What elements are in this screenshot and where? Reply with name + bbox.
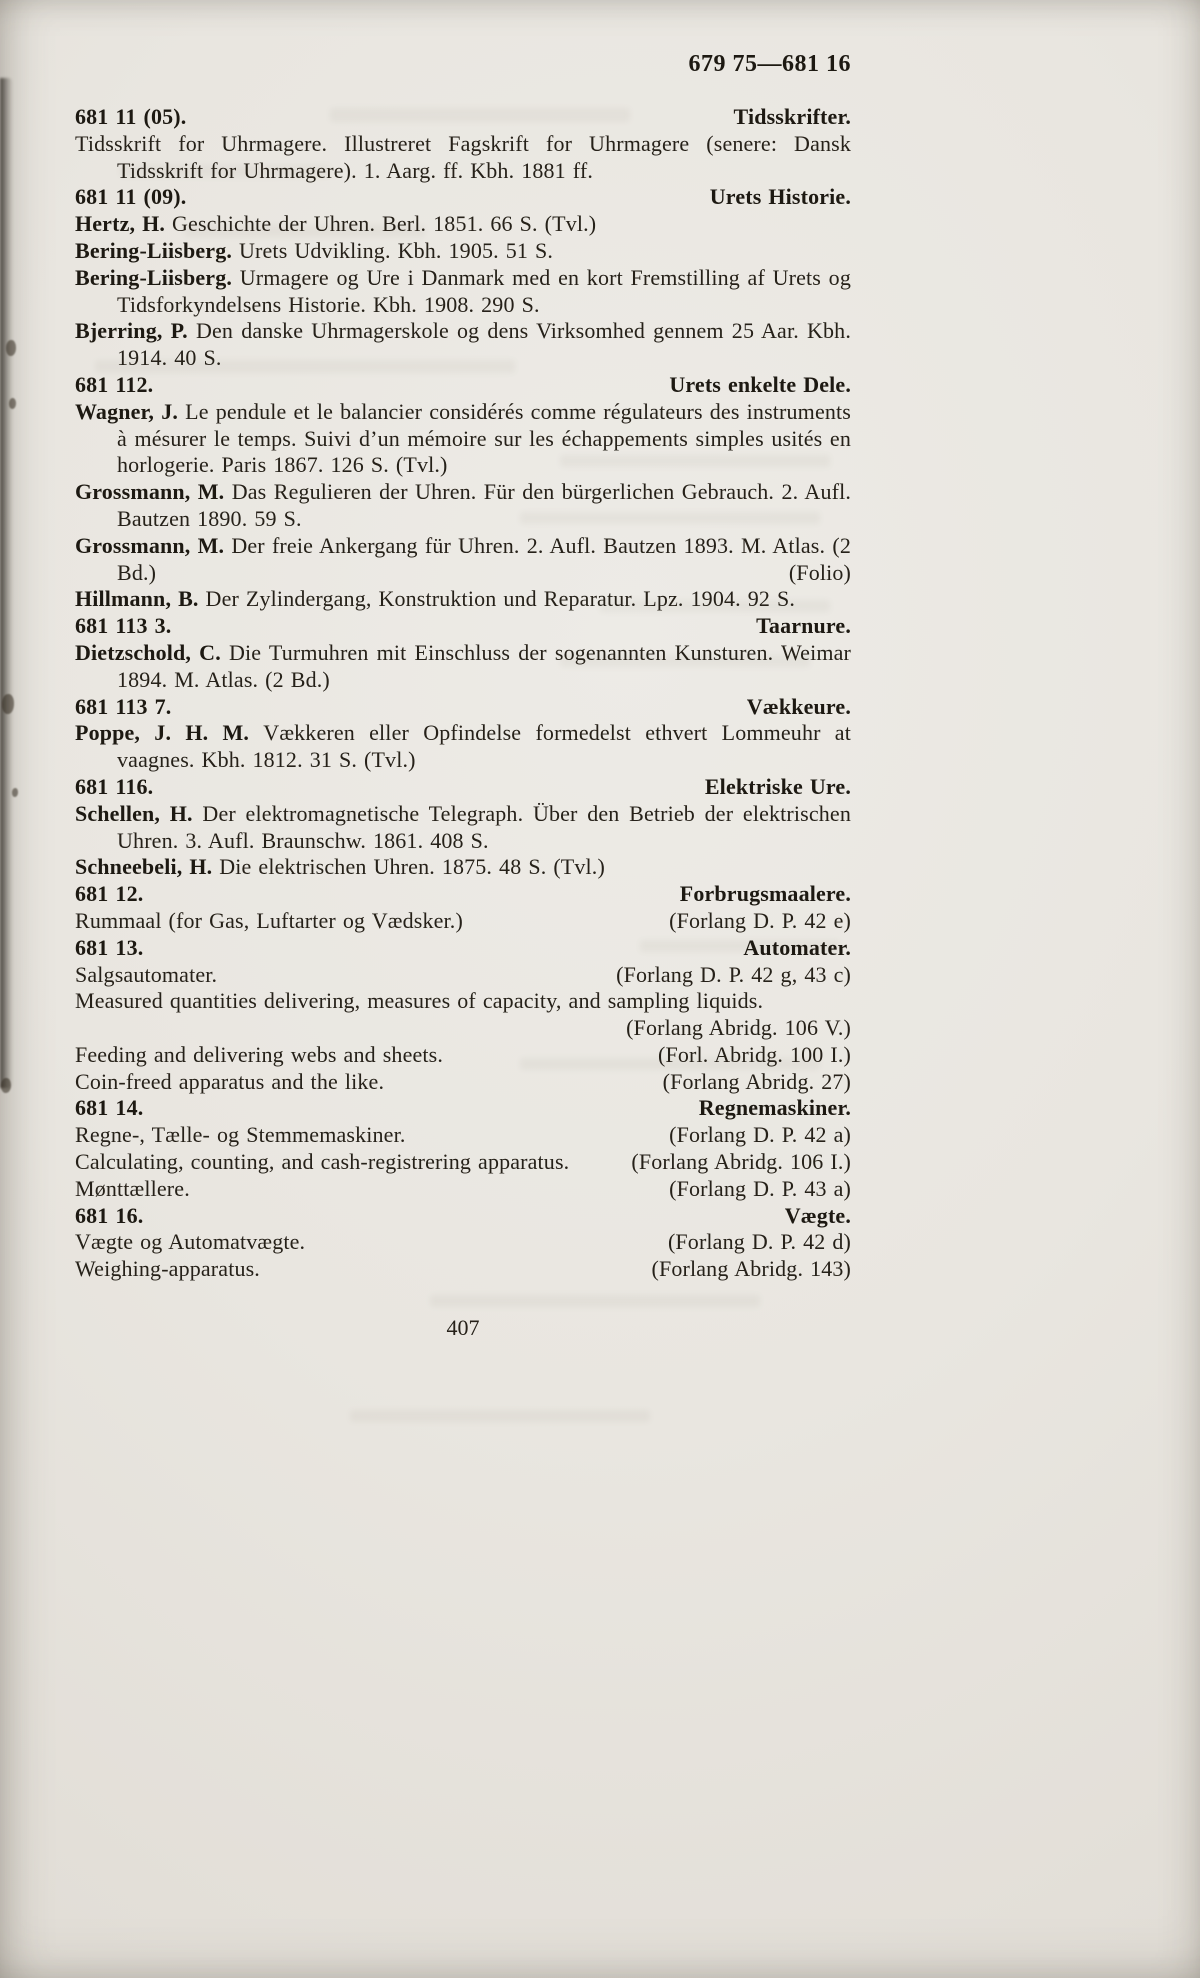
entry-author: Bjerring, P. [75, 318, 188, 344]
catalog-section [75, 372, 851, 613]
section-title: Forbrugsmaalere. [679, 881, 851, 907]
section-title: Urets enkelte Dele. [669, 371, 851, 397]
section-title: Elektriske Ure. [704, 773, 851, 799]
section-heading [75, 1095, 851, 1122]
entry-text: Geschichte der Uhren. Berl. 1851. 66 S. (Tvl.) [172, 211, 597, 237]
catalog-section [75, 694, 851, 774]
entry-ref: (Forl. Abridg. 100 I.) [657, 1041, 851, 1067]
entry-text: Den danske Uhrmagerskole og dens Virksomhed gennem 25 Aar. Kbh. 1914. 40 S. [117, 318, 851, 371]
section-entries [75, 1122, 851, 1202]
catalog-section [75, 1095, 851, 1202]
scan-speck [12, 788, 18, 797]
section-entries [75, 211, 851, 372]
section-entries [75, 801, 851, 881]
catalog-section [75, 881, 851, 935]
entry-text: Die Turmuhren mit Einschluss der sogenannten Kunsturen. Weimar 1894. M. Atlas. (2 Bd.) [117, 639, 851, 692]
section-entries [75, 962, 851, 1096]
entry-text: Das Regulieren der Uhren. Für den bürgerlichen Gebrauch. 2. Aufl. Bautzen 1890. 59 S. [117, 479, 851, 531]
entry [75, 533, 851, 587]
entry-text: Feeding and delivering webs and sheets. [75, 1041, 444, 1067]
catalog-section [75, 104, 851, 184]
section-heading [75, 613, 851, 640]
entry-author: Grossmann, M. [75, 479, 225, 505]
section-number: 681 13. [75, 934, 144, 960]
entry-author: Hertz, H. [75, 211, 166, 237]
entry [75, 479, 851, 533]
section-list [75, 104, 851, 1283]
entry-text: Mønttællere. [75, 1175, 190, 1201]
entry-text: Rummaal (for Gas, Luftarter og Vædsker.) [75, 907, 463, 933]
entry-author: Bering-Liisberg. [75, 237, 233, 263]
entry-author: Schneebeli, H. [75, 854, 213, 880]
section-number: 681 16. [75, 1202, 144, 1228]
entry [75, 238, 851, 265]
entry-ref: (Forlang Abridg. 106 I.) [631, 1149, 851, 1175]
entry [75, 265, 851, 319]
entry [75, 854, 851, 881]
section-title: Vægte. [784, 1202, 851, 1228]
entry-text: Coin-freed apparatus and the like. [75, 1068, 385, 1094]
section-entries [75, 720, 851, 774]
entry-author: Dietzschold, C. [75, 639, 221, 665]
entry-author: Poppe, J. H. M. [75, 720, 250, 746]
scan-speck [9, 398, 16, 409]
entry-ref: (Forlang D. P. 42 g, 43 c) [616, 961, 851, 987]
running-head [75, 50, 851, 78]
entry-ref: (Forlang Abridg. 143) [651, 1256, 851, 1282]
entry [75, 908, 851, 935]
entry-text: Der Zylindergang, Konstruktion und Reparatur. Lpz. 1904. 92 S. [205, 586, 796, 612]
entry [75, 1256, 851, 1283]
entry [75, 211, 851, 238]
running-head-range: 679 75—681 16 [688, 51, 851, 77]
section-entries [75, 640, 851, 694]
entry-text: Measured quantities delivering, measures of capacity, and sampling liquids. [75, 988, 764, 1014]
section-entries [75, 1229, 851, 1283]
section-number: 681 11 (09). [75, 184, 187, 210]
section-number: 681 112. [75, 371, 154, 397]
page-number: 407 [446, 1315, 480, 1341]
scan-binding-shadow [0, 78, 13, 1088]
entry [75, 1149, 851, 1176]
section-heading [75, 184, 851, 211]
section-number: 681 113 7. [75, 693, 172, 719]
entry-ref: (Forlang D. P. 43 a) [669, 1175, 851, 1201]
section-number: 681 113 3. [75, 613, 172, 639]
section-heading [75, 774, 851, 801]
section-heading [75, 104, 851, 131]
entry [75, 962, 851, 989]
entry-text: Der freie Ankergang für Uhren. 2. Aufl. Bautzen 1893. M. Atlas. (2 Bd.) [117, 532, 851, 585]
entry-text: Der elektromagnetische Telegraph. Über den Betrieb der elektrischen Uhren. 3. Aufl. Braunschw. 1861. 408 S. [117, 800, 851, 853]
entry [75, 131, 851, 185]
entry-text: Weighing-apparatus. [75, 1256, 260, 1282]
section-title: Taarnure. [756, 613, 851, 639]
catalog-section [75, 613, 851, 693]
entry-text: Salgsautomater. [75, 961, 218, 987]
catalog-section [75, 184, 851, 372]
entry-text: Regne-, Tælle- og Stemmemaskiner. [75, 1122, 406, 1148]
entry-ref: (Forlang D. P. 42 a) [669, 1122, 851, 1148]
entry [75, 1069, 851, 1096]
entry [75, 720, 851, 774]
catalog-section [75, 774, 851, 881]
entry-text: Die elektrischen Uhren. 1875. 48 S. (Tvl.) [219, 854, 605, 880]
scan-speck [2, 694, 14, 714]
entry-ref: (Forlang Abridg. 27) [662, 1068, 851, 1094]
section-number: 681 11 (05). [75, 104, 187, 129]
entry-text: Vægte og Automatvægte. [75, 1229, 306, 1255]
entry-text: Calculating, counting, and cash-registrering apparatus. [75, 1149, 570, 1175]
entry-text: Vækkeren eller Opfindelse formedelst ethvert Lommeuhr at vaagnes. Kbh. 1812. 31 S. (Tvl.) [117, 720, 851, 773]
entry-author: Grossmann, M. [75, 532, 225, 558]
entry [75, 586, 851, 613]
entry-ref: (Forlang D. P. 42 d) [667, 1229, 851, 1255]
section-heading [75, 694, 851, 721]
catalog-section [75, 1203, 851, 1283]
entry [75, 1229, 851, 1256]
section-number: 681 116. [75, 773, 154, 799]
catalog-section [75, 935, 851, 1096]
entry-ref: (Folio) [788, 559, 851, 585]
section-entries [75, 908, 851, 935]
entry [75, 801, 851, 855]
entry-author: Schellen, H. [75, 800, 193, 826]
entry-ref: (Forlang D. P. 42 e) [669, 907, 851, 933]
bleedthrough-artifact [350, 1410, 650, 1422]
entry [75, 640, 851, 694]
section-title: Vækkeure. [746, 693, 851, 719]
entry-author: Bering-Liisberg. [75, 264, 233, 290]
entry-author: Wagner, J. [75, 398, 178, 424]
entry [75, 318, 851, 372]
section-heading [75, 372, 851, 399]
section-title: Regnemaskiner. [698, 1095, 851, 1121]
section-number: 681 14. [75, 1095, 144, 1121]
page-content [75, 50, 851, 1342]
scan-speck [1, 1078, 11, 1093]
entry-text: Tidsskrift for Uhrmagere. Illustreret Fagskrift for Uhrmagere (senere: Dansk Tidsskrift for Uhrmagere). 1. Aarg. ff. Kbh. 1881 ff. [75, 130, 851, 183]
section-heading [75, 1203, 851, 1230]
section-entries [75, 131, 851, 185]
entry-author: Hillmann, B. [75, 586, 199, 612]
section-title: Urets Historie. [709, 184, 851, 210]
entry [75, 988, 851, 1042]
entry-text: Urmagere og Ure i Danmark med en kort Fremstilling af Urets og Tidsforkyndelsens Historie. Kbh. 1908. 290 S. [117, 264, 851, 317]
entry [75, 1176, 851, 1203]
section-entries [75, 399, 851, 613]
entry-text: Urets Udvikling. Kbh. 1905. 51 S. [239, 237, 554, 263]
section-title: Automater. [743, 934, 851, 960]
section-title: Tidsskrifter. [733, 104, 851, 129]
entry [75, 1042, 851, 1069]
section-heading [75, 935, 851, 962]
scan-speck [6, 340, 16, 356]
entry [75, 1122, 851, 1149]
page-footer [75, 1315, 851, 1342]
section-number: 681 12. [75, 881, 144, 907]
entry-ref: (Forlang Abridg. 106 V.) [626, 1015, 851, 1041]
entry [75, 399, 851, 479]
entry-text: Le pendule et le balancier considérés comme régulateurs des instruments à mésurer le temps. Suivi d’un mémoire sur les échappements simples usités en horlogerie. Paris 1867. 126 S. (Tvl.) [117, 398, 851, 478]
section-heading [75, 881, 851, 908]
